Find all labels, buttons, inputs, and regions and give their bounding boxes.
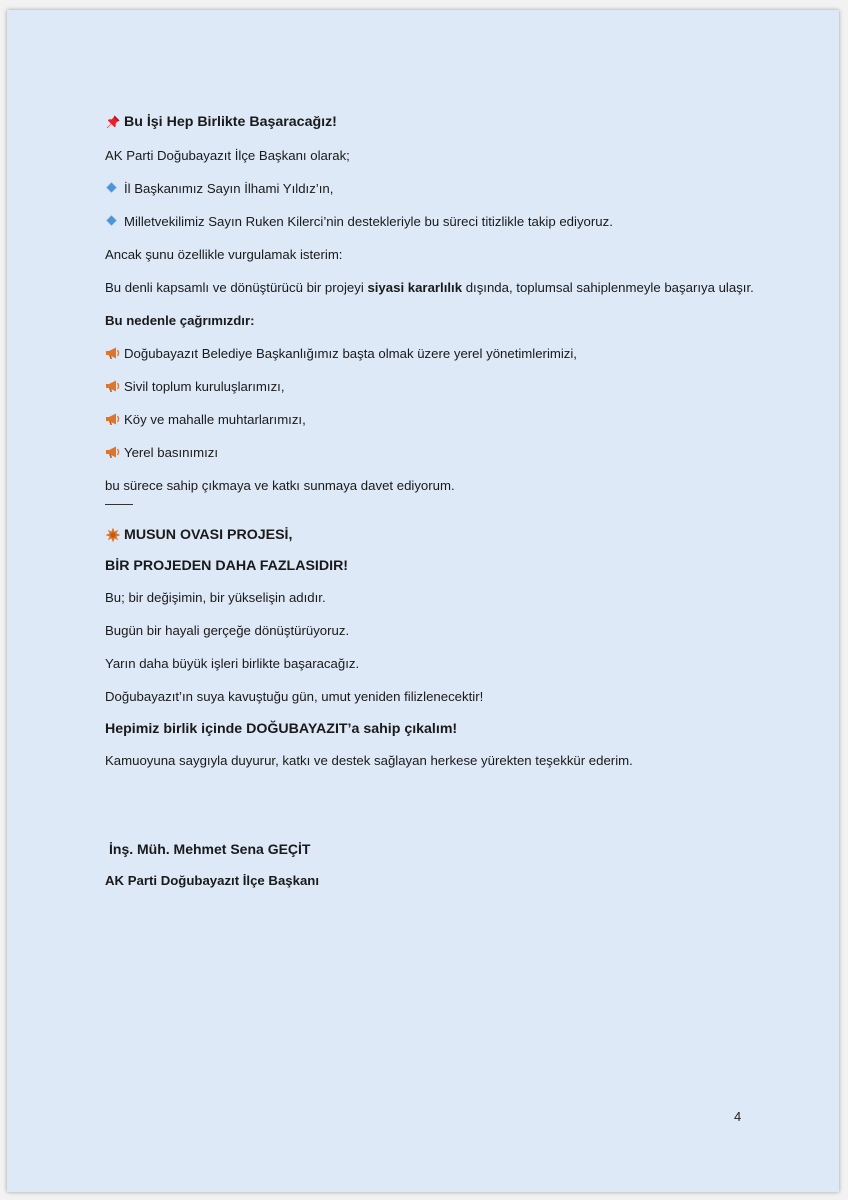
support-item [105,180,765,197]
project-line: Bu; bir değişimin, bir yükselişin adıdır. [105,590,326,605]
project-line: Yarın daha büyük işleri birlikte başaracağız. [105,656,360,671]
statement-after: dışında, toplumsal sahiplenmeyle başarıya ulaşır. [462,280,754,295]
call-item-text: Sivil toplum kuruluşlarımızı, [124,379,285,394]
megaphone-icon [105,412,119,426]
megaphone-icon [105,379,119,393]
call-closing: bu sürece sahip çıkmaya ve katkı sunmaya davet ediyorum. [105,478,455,493]
statement-bold: siyasi kararlılık [367,280,463,295]
megaphone-icon [105,346,119,360]
page-number: 4 [734,1109,742,1124]
project-line: Doğubayazıt’ın suya kavuştuğu gün, umut yeniden filizlenecektir! [105,689,484,704]
call-item [105,444,765,461]
signature-name: İnş. Müh. Mehmet Sena GEÇİT [109,841,311,857]
call-item [105,411,765,428]
support-item-text: İl Başkanımız Sayın İlhami Yıldız’ın, [124,181,334,196]
document-body [105,114,765,889]
project-title [105,527,765,544]
project-line: Bugün bir hayali gerçeğe dönüştürüyoruz. [105,623,350,638]
support-item [105,213,765,230]
separator-line [105,504,133,505]
call-item [105,345,765,362]
call-item-text: Yerel basınımızı [124,445,219,460]
blue-diamond-icon [105,181,119,195]
call-item-text: Köy ve mahalle muhtarlarımızı, [124,412,306,427]
megaphone-icon [105,445,119,459]
project-title-text: MUSUN OVASI PROJESİ, [124,527,293,543]
burst-icon [105,527,119,541]
section-heading [105,114,765,131]
intro-text: AK Parti Doğubayazıt İlçe Başkanı olarak; [105,148,350,163]
project-subtitle: BİR PROJEDEN DAHA FAZLASIDIR! [105,558,349,574]
signature-title: AK Parti Doğubayazıt İlçe Başkanı [105,873,319,888]
call-item-text: Doğubayazıt Belediye Başkanlığımız başta olmak üzere yerel yönetimlerimizi, [124,346,577,361]
thanks-text: Kamuoyuna saygıyla duyurur, katkı ve destek sağlayan herkese yürekten teşekkür ederim. [105,753,633,768]
blue-diamond-icon [105,214,119,228]
pushpin-icon [105,114,119,128]
signature-block [105,841,765,889]
heading-text: Bu İşi Hep Birlikte Başaracağız! [124,114,337,130]
call-heading: Bu nedenle çağrımızdır: [105,313,255,328]
statement-paragraph [105,279,765,296]
support-item-text: Milletvekilimiz Sayın Ruken Kilerci’nin destekleriyle bu süreci titizlikle takip ediyoruz. [124,214,613,229]
slogan: Hepimiz birlik içinde DOĞUBAYAZIT’a sahip çıkalım! [105,721,458,737]
call-item [105,378,765,395]
document-page [7,10,839,1192]
emphasis-lead: Ancak şunu özellikle vurgulamak isterim: [105,247,343,262]
statement-before: Bu denli kapsamlı ve dönüştürücü bir projeyi [105,280,368,295]
